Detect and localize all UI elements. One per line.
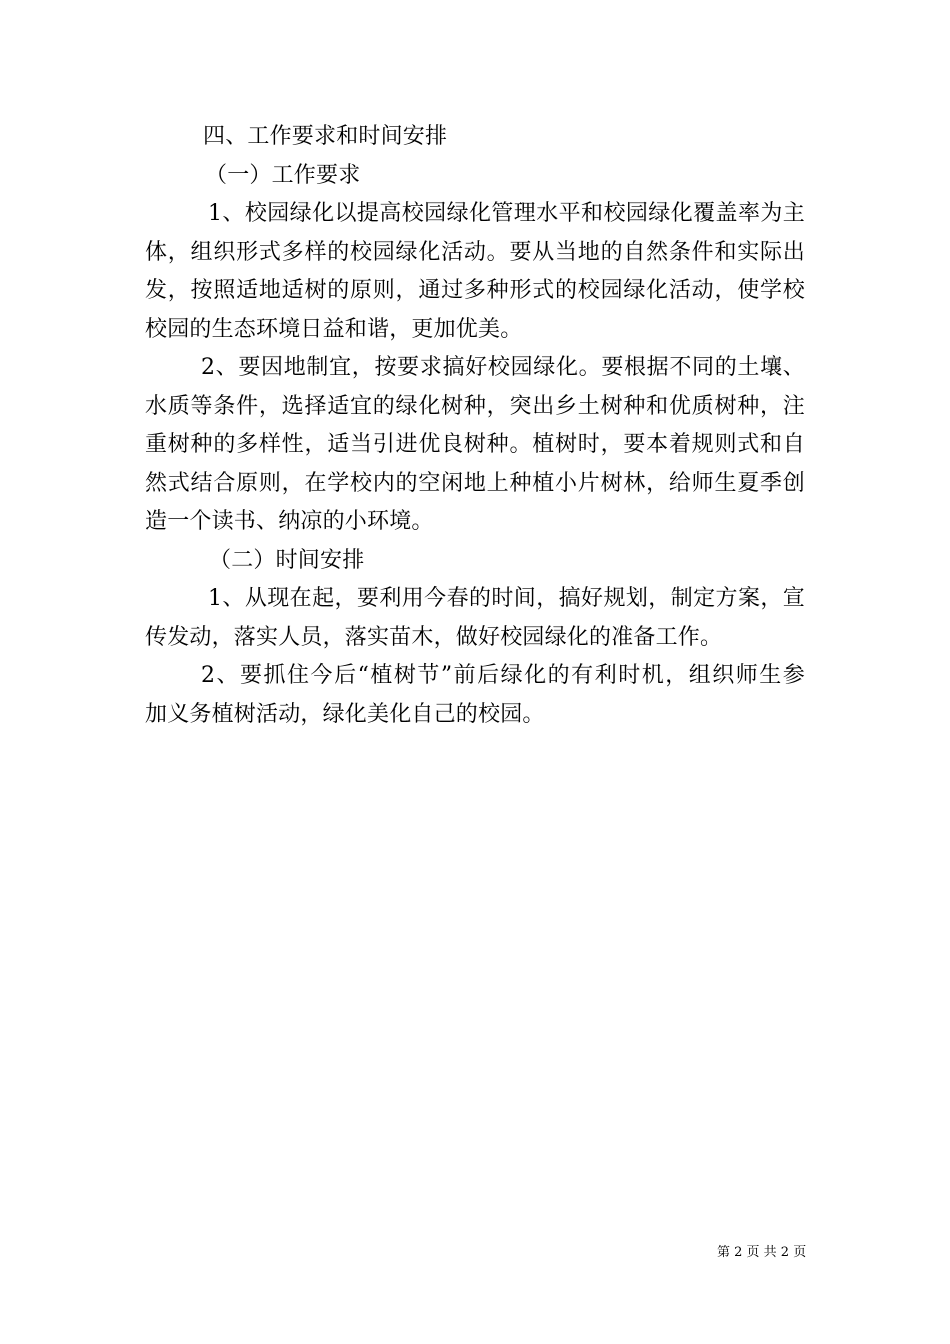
subsection-heading-work-requirements: （一）工作要求 — [205, 162, 361, 188]
paragraph-line: 2、要因地制宜，按要求搞好校园绿化。要根据不同的土壤、 — [201, 355, 805, 380]
subsection-heading-schedule: （二）时间安排 — [209, 547, 365, 573]
paragraph-line: 水质等条件，选择适宜的绿化树种，突出乡土树种和优质树种，注 — [145, 393, 805, 419]
page-number-footer: 第 2 页 共 2 页 — [717, 1245, 807, 1260]
section-heading: 四、工作要求和时间安排 — [203, 124, 448, 149]
paragraph-line: 校园的生态环境日益和谐，更加优美。 — [145, 316, 523, 342]
paragraph-line: 发，按照适地适树的原则，通过多种形式的校园绿化活动，使学校 — [145, 278, 805, 303]
paragraph-line: 体，组织形式多样的校园绿化活动。要从当地的自然条件和实际出 — [145, 239, 805, 265]
paragraph-line: 重树种的多样性，适当引进优良树种。植树时，要本着规则式和自 — [145, 432, 805, 457]
paragraph-line: 1、从现在起，要利用今春的时间，搞好规划，制定方案，宣 — [208, 586, 805, 611]
paragraph-line: 然式结合原则，在学校内的空闲地上种植小片树林，给师生夏季创 — [145, 470, 805, 496]
paragraph-4 — [145, 657, 805, 734]
paragraph-line: 传发动，落实人员，落实苗木，做好校园绿化的准备工作。 — [145, 624, 723, 650]
paragraph-line: 1、校园绿化以提高校园绿化管理水平和校园绿化覆盖率为主 — [208, 201, 805, 226]
paragraph-line: 造一个读书、纳凉的小环境。 — [145, 509, 434, 534]
paragraph-line: 加义务植树活动，绿化美化自己的校园。 — [145, 701, 545, 727]
paragraph-line: 2、要抓住今后“植树节”前后绿化的有利时机，组织师生参 — [201, 663, 805, 688]
paragraph-2 — [145, 349, 805, 542]
paragraph-1 — [145, 195, 805, 349]
document-body — [145, 118, 805, 734]
paragraph-3 — [145, 580, 805, 657]
